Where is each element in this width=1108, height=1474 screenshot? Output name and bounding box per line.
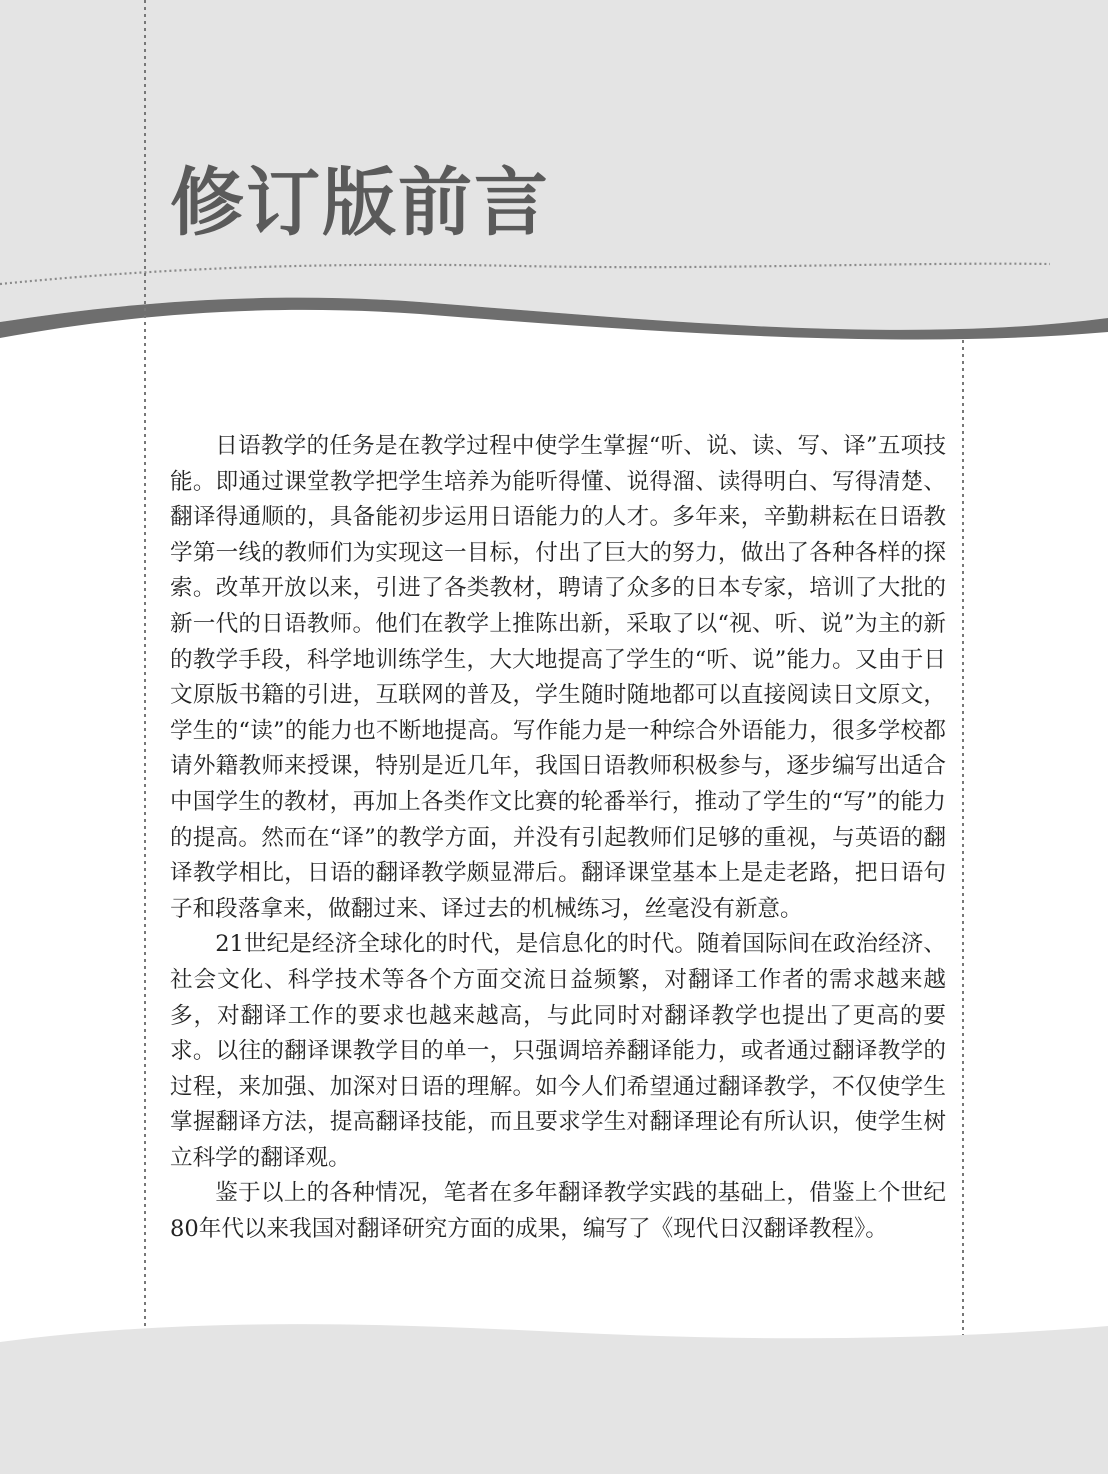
- paragraph-2: 21世纪是经济全球化的时代，是信息化的时代。随着国际间在政治经济、社会文化、科学技术等各个方面交流日益频繁，对翻译工作者的需求越来越多，对翻译工作的要求也越来越高，与此同时对翻译教学也提出了更高的要求。以往的翻译课教学目的单一，只强调培养翻译能力，或者通过翻译教学的过程，来加强、加深对日语的理解。如今人们希望通过翻译教学，不仅使学生掌握翻译方法，提高翻译技能，而且要求学生对翻译理论有所认识，使学生树立科学的翻译观。: [170, 931, 946, 1171]
- header-background: [0, 0, 1108, 330]
- preface-body: [170, 429, 946, 1248]
- paragraph-1: 日语教学的任务是在教学过程中使学生掌握“听、说、读、写、译”五项技能。即通过课堂教学把学生培养为能听得懂、说得溜、读得明白、写得清楚、翻译得通顺的，具备能初步运用日语能力的人才。多年来，辛勤耕耘在日语教学第一线的教师们为实现这一目标，付出了巨大的努力，做出了各种各样的探索。改革开放以来，引进了各类教材，聘请了众多的日本专家，培训了大批的新一代的日语教师。他们在教学上推陈出新，采取了以“视、听、说”为主的新的教学手段，科学地训练学生，大大地提高了学生的“听、说”能力。又由于日文原版书籍的引进，互联网的普及，学生随时随地都可以直接阅读日文原文，学生的“读”的能力也不断地提高。写作能力是一种综合外语能力，很多学校都请外籍教师来授课，特别是近几年，我国日语教师积极参与，逐步编写出适合中国学生的教材，再加上各类作文比赛的轮番举行，推动了学生的“写”的能力的提高。然而在“译”的教学方面，并没有引起教师们足够的重视，与英语的翻译教学相比，日语的翻译教学颇显滞后。翻译课堂基本上是走老路，把日语句子和段落拿来，做翻过来、译过去的机械练习，丝毫没有新意。: [170, 433, 946, 922]
- page-title: 修订版前言: [170, 160, 550, 246]
- footer-background: [0, 1324, 1108, 1474]
- paragraph-3: 鉴于以上的各种情况，笔者在多年翻译教学实践的基础上，借鉴上个世纪80年代以来我国对翻译研究方面的成果，编写了《现代日汉翻译教程》。: [170, 1180, 946, 1243]
